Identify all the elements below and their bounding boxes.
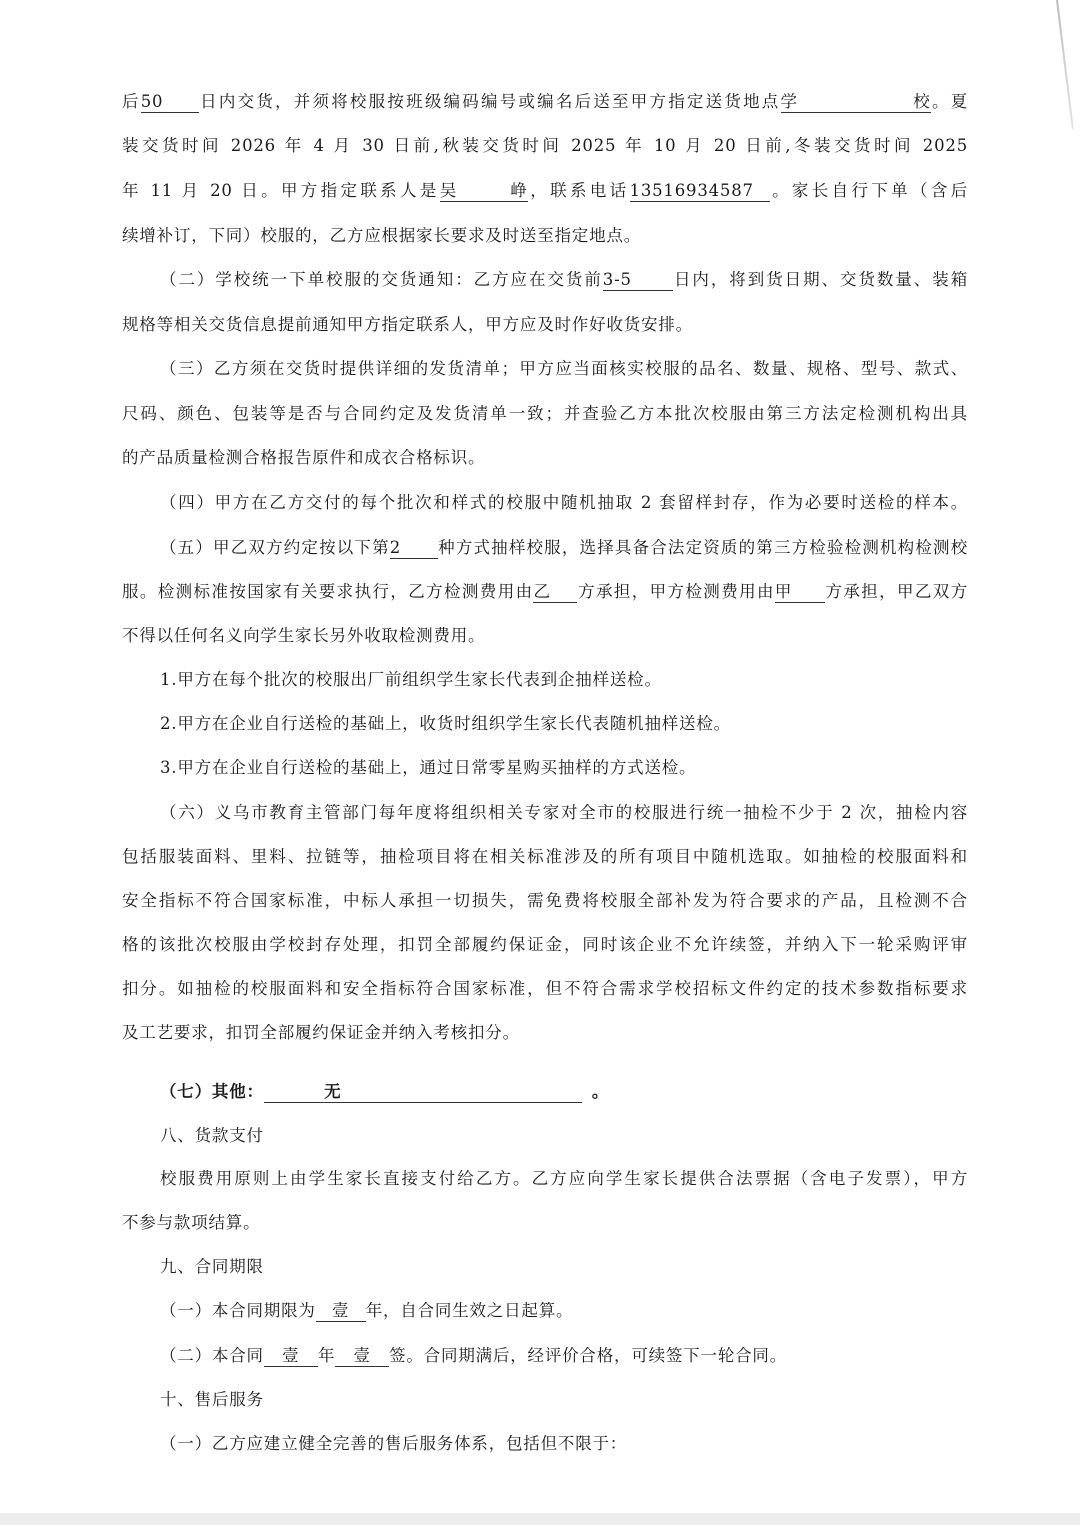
section-9-heading: 九、合同期限 — [160, 1257, 264, 1276]
clause-6-line: （六）义乌市教育主管部门每年度将组织相关专家对全市的校服进行统一抽检不少于 2 次，抽检内容 — [160, 803, 968, 822]
method-1-item: 1.甲方在每个批次的校服出厂前组织学生家长代表到企抽样送检。 — [160, 670, 662, 689]
contract-term-line — [160, 1300, 968, 1322]
paragraph-line: 包括服装面料、里料、拉链等，抽检项目将在相关标准涉及的所有项目中随机选取。如抽检的校服面料和 — [122, 847, 968, 866]
text: 。夏 — [930, 92, 968, 111]
paragraph-line: 扣分。如抽检的校服面料和安全指标符合国家标准，但不符合需求学校招标文件约定的技术参数指标要求 — [122, 979, 968, 998]
paragraph-line: 不参与款项结算。 — [122, 1213, 261, 1232]
contact-person-field: 吴峥 — [439, 181, 528, 200]
clause-2-line — [160, 269, 968, 291]
text: 后 — [122, 92, 141, 111]
text: （二）学校统一下单校服的交货通知：乙方应在交货前 — [160, 270, 603, 289]
delivery-days-field: 50 — [141, 92, 199, 113]
notice-days-field: 3-5 — [603, 270, 673, 291]
text: （五）甲乙双方约定按以下第 — [160, 538, 390, 557]
delivery-location-field: 学校 — [780, 92, 931, 111]
paragraph-line: 尺码、颜色、包装等是否与合同约定及发货清单一致；并查验乙方本批次校服由第三方法定检测机构出具 — [122, 404, 968, 423]
text: ，联系电话 — [527, 181, 630, 200]
clause-7-other — [160, 1081, 968, 1103]
text: 年 — [317, 1346, 336, 1365]
text: 种方式抽样校服，选择具备合法定资质的第三方检验检测机构检测校 — [437, 538, 968, 557]
contact-phone-field: 13516934587 — [630, 181, 770, 202]
contract-renewal-line — [160, 1345, 968, 1367]
paragraph-line: 的产品质量检测合格报告原件和成衣合格标识。 — [122, 448, 486, 467]
scan-edge-mark — [1056, 0, 1074, 129]
paragraph-line: 及工艺要求，扣罚全部履约保证金并纳入考核扣分。 — [122, 1023, 520, 1042]
sampling-method-field: 2 — [390, 538, 438, 559]
text: 。 — [591, 1082, 610, 1101]
clause-4-line: （四）甲方在乙方交付的每个批次和样式的校服中随机抽取 2 套留样封存，作为必要时送检的样本。 — [160, 493, 968, 512]
other-terms-value: 无 — [324, 1082, 342, 1101]
delivery-dates-line: 装交货时间 2026 年 4 月 30 日前,秋装交货时间 2025 年 10 月 20 日前,冬装交货时间 2025 — [122, 136, 968, 155]
paragraph-line: 续增补订，下同）校服的，乙方应根据家长要求及时送至指定地点。 — [122, 226, 641, 245]
text: 方承担，甲方检测费用由 — [577, 582, 775, 601]
method-3-item: 3.甲方在企业自行送检的基础上，通过日常零星购买抽样的方式送检。 — [160, 758, 697, 777]
text: （七）其他： — [160, 1082, 264, 1101]
text: （一）本合同期限为 — [160, 1301, 316, 1320]
text: 。家长自行下单（含后 — [769, 181, 969, 200]
renewal-years-field: 壹 — [264, 1346, 318, 1367]
text: 日内，将到货日期、交货数量、装箱 — [672, 270, 968, 289]
party-a-fee-field: 甲 — [775, 582, 825, 603]
text: 签。合同期满后，经评价合格，可续签下一轮合同。 — [389, 1346, 788, 1365]
other-terms-field — [264, 1082, 582, 1103]
text: 年 11 月 20 日。甲方指定联系人是 — [122, 181, 440, 200]
text: 方承担，甲乙双方 — [824, 582, 968, 601]
testing-fee-line — [122, 581, 968, 603]
text: 年，自合同生效之日起算。 — [365, 1301, 574, 1320]
method-2-item: 2.甲方在企业自行送检的基础上，收货时组织学生家长代表随机抽样送检。 — [160, 714, 731, 733]
party-b-fee-field: 乙 — [533, 582, 577, 603]
scan-bottom-edge — [0, 1513, 1080, 1525]
clause-3-line: （三）乙方须在交货时提供详细的发货清单；甲方应当面核实校服的品名、数量、规格、型号、款式、 — [160, 359, 968, 378]
paragraph-line: 规格等相关交货信息提前通知甲方指定联系人，甲方应及时作好收货安排。 — [122, 315, 693, 334]
text: 服。检测标准按国家有关要求执行，乙方检测费用由 — [122, 582, 534, 601]
renewal-count-field: 壹 — [335, 1346, 389, 1367]
payment-line: 校服费用原则上由学生家长直接支付给乙方。乙方应向学生家长提供合法票据（含电子发票），甲方 — [160, 1169, 968, 1188]
text: 日内交货，并须将校服按班级编码编号或编名后送至甲方指定送货地点 — [198, 92, 781, 111]
contact-line — [122, 180, 968, 202]
delivery-terms-line — [122, 91, 968, 113]
clause-5-line — [160, 537, 968, 559]
term-years-field: 壹 — [316, 1301, 366, 1322]
section-8-heading: 八、货款支付 — [160, 1126, 264, 1145]
paragraph-line: 格的该批次校服由学校封存处理，扣罚全部履约保证金，同时该企业不允许续签，并纳入下一轮采购评审 — [122, 935, 968, 954]
section-10-heading: 十、售后服务 — [160, 1390, 264, 1409]
paragraph-line: 安全指标不符合国家标准，中标人承担一切损失，需免费将校服全部补发为符合要求的产品，且检测不合 — [122, 891, 968, 910]
text: （二）本合同 — [160, 1346, 264, 1365]
service-line: （一）乙方应建立健全完善的售后服务体系，包括但不限于： — [160, 1434, 628, 1453]
paragraph-line: 不得以任何名义向学生家长另外收取检测费用。 — [122, 626, 486, 645]
